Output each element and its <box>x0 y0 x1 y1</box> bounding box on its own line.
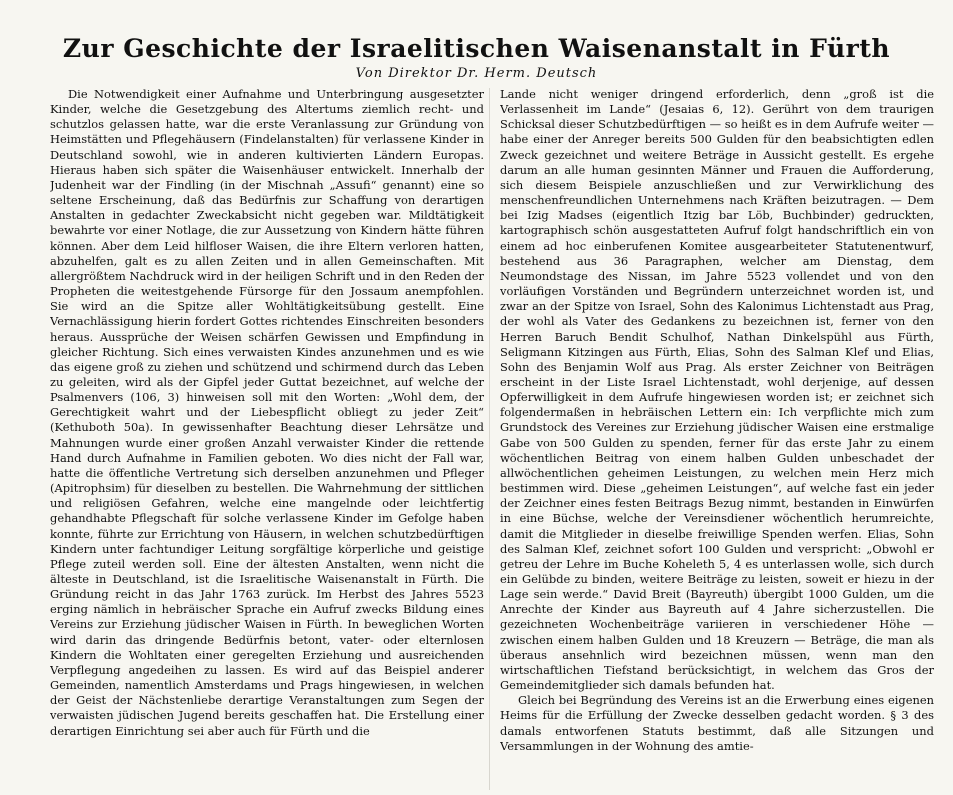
left-paragraph-1: Die Notwendigkeit einer Aufnahme und Unterbringung ausgesetzter Kinder, welche die Gesetzgebung des Altertums ziemlich recht- und schutzlos gelassen hatte, war die erste Veranlassung zur Gründung von Heimstätten und Pflegehäusern (Findelanstalten) für verlassene Kinder in Deutschland sowohl, wie in anderen kultivierten Ländern Europas. Hieraus haben sich später die Waisenhäuser entwickelt. Innerhalb der Judenheit war der Findling (in der Mischnah „Assufi“ genannt) eine so seltene Erscheinung, daß das Bedürfnis zur Schaffung von derartigen Anstalten in gedachter Zweckabsicht nicht gegeben war. Mildtätigkeit bewahrte vor einer Notlage, die zur Aussetzung von Kindern hätte führen können. Aber dem Leid hilfloser Waisen, die ihre Eltern verloren hatten, abzuhelfen, galt es zu allen Zeiten und in allen Gemeinschaften. Mit allergrößtem Nachdruck wird in der heiligen Schrift und in den Reden der Propheten die weitestgehende Fürsorge für den Jossaum anempfohlen. Sie wird an die Spitze aller Wohltätigkeitsübung gestellt. Eine Vernachlässigung hierin fordert Gottes richtendes Einschreiten besonders heraus. Aussprüche der Weisen schärfen Gewissen und Empfindung in gleicher Richtung. Sich eines verwaisten Kindes anzunehmen und es wie das eigene groß zu ziehen und schützend und schirmend durch das Leben zu geleiten, wird als der Gipfel jeder Guttat bezeichnet, auf welche der Psalmenvers (106, 3) hinweisen soll mit den Worten: „Wohl dem, der Gerechtigkeit wahrt und der Liebespflicht obliegt zu jeder Zeit“ (Kethuboth 50a). In gewissenhafter Beachtung dieser Lehrsätze und Mahnungen wurde einer großen Anzahl verwaister Kinder die rettende Hand durch Aufnahme in Familien geboten. Wo dies nicht der Fall war, hatte die öffentliche Vertretung sich derselben anzunehmen und Pfleger (Apitrophsim) für dieselben zu bestellen. Die Wahrnehmung der sittlichen und religiösen Gefahren, welche eine mangelnde oder leichtfertig gehandhabte Pflegschaft für solche verlassene Kinder im Gefolge haben konnte, führte zur Errichtung von Häusern, in welchen schutzbedürftigen Kindern unter fachtundiger Leitung sorgfältige körperliche und geistige Pflege zuteil werden soll. Eine der ältesten Anstalten, wenn nicht die älteste in Deutschland, ist die Israelitische Waisenanstalt in Fürth. Die Gründung reicht in das Jahr 1763 zurück. Im Herbst des Jahres 5523 erging nämlich in hebräischer Sprache ein Aufruf zwecks Bildung eines Vereins zur Erziehung jüdischer Waisen in Fürth. In beweglichen Worten wird darin das dringende Bedürfnis betont, vater- oder elternlosen Kindern die Wohltaten einer geregelten Erziehung und ausreichenden Verpflegung angedeihen zu lassen. Es wird auf das Beispiel anderer Gemeinden, namentlich Amsterdams und Prags hingewiesen, in welchen der Geist der Nächstenliebe derartige Veranstaltungen zum Segen der verwaisten jüdischen Jugend bereits geschaffen hat. Die Erstellung einer derartigen Einrichtung sei aber auch für Fürth und die <box>50 87 484 738</box>
article-title: Zur Geschichte der Israelitischen Waisenanstalt in Fürth <box>62 34 891 63</box>
right-column <box>500 87 934 792</box>
column-divider <box>489 88 490 790</box>
left-column <box>50 87 484 792</box>
right-paragraph-2: Gleich bei Begründung des Vereins ist an die Erwerbung eines eigenen Heims für die Erfüllung der Zwecke desselben gedacht worden. § 3 des damals entworfenen Statuts bestimmt, daß alle Sitzungen und Versammlungen in der Wohnung des amtie- <box>500 693 934 753</box>
right-paragraph-1: Lande nicht weniger dringend erforderlich, denn „groß ist die Verlassenheit im Lande“ (Jesaias 6, 12). Gerührt von dem traurigen Schicksal dieser Schutzbedürftigen — so heißt es in dem Aufrufe weiter — habe einer der Anreger bereits 500 Gulden für den beabsichtigten edlen Zweck gezeichnet und weitere Beträge in Aussicht gestellt. Es ergehe darum an alle human gesinnten Männer und Frauen die Aufforderung, sich diesem Beispiele anzuschließen und zur Verwirklichung des menschenfreundlichen Unternehmens nach Kräften beizutragen. — Dem bei Izig Madses (eigentlich Itzig bar Löb, Buchbinder) gedruckten, kartographisch schön ausgestatteten Aufruf folgt handschriftlich ein von einem ad hoc einberufenen Komitee ausgearbeiteter Statutenentwurf, bestehend aus 36 Paragraphen, welcher am Dienstag, dem Neumondstage des Nissan, im Jahre 5523 vollendet und von den vorläufigen Vorständen und Begründern unterzeichnet worden ist, und zwar an der Spitze von Israel, Sohn des Kalonimus Lichtenstadt aus Prag, der wohl als Vater des Gedankens zu bezeichnen ist, ferner von den Herren Baruch Bendit Schulhof, Nathan Dinkelspühl aus Fürth, Seligmann Kitzingen aus Fürth, Elias, Sohn des Salman Klef und Elias, Sohn des Benjamin Wolf aus Prag. Als erster Zeichner von Beiträgen erscheint in der Liste Israel Lichtenstadt, wohl derjenige, auf dessen Opferwilligkeit in dem Aufrufe hingewiesen worden ist; er zeichnet sich folgendermaßen in hebräischen Lettern ein: Ich verpflichte mich zum Grundstock des Vereines zur Erziehung jüdischer Waisen eine erstmalige Gabe von 500 Gulden zu spenden, ferner für das erste Jahr zu einem wöchentlichen Beitrag von einem halben Gulden unbeschadet der allwöchentlichen geheimen Leistungen, zu welchen mein Herz mich bestimmen wird. Diese „geheimen Leistungen“, auf welche fast ein jeder der Zeichner eines festen Beitrags Bezug nimmt, bestanden in Einwürfen in eine Büchse, welche der Vereinsdiener wöchentlich herumreichte, damit die Mitglieder in dieselbe freiwillige Spenden werfen. Elias, Sohn des Salman Klef, zeichnet sofort 100 Gulden und verspricht: „Obwohl er getreu der Lehre im Buche Koheleth 5, 4 es unterlassen wolle, sich durch ein Gelübde zu binden, weitere Beiträge zu leisten, soweit er hiezu in der Lage sein werde.“ David Breit (Bayreuth) übergibt 1000 Gulden, um die Anrechte der Kinder aus Bayreuth auf 4 Jahre sicherzustellen. Die gezeichneten Wochenbeiträge variieren in verschiedener Höhe — zwischen einem halben Gulden und 18 Kreuzern — Beträge, die man als überaus ansehnlich wird bezeichnen müssen, wenn man den wirtschaftlichen Tiefstand berücksichtigt, in welchem das Gros der Gemeindemitglieder sich damals befunden hat. <box>500 87 934 693</box>
article-byline: Von Direktor Dr. Herm. Deutsch <box>355 66 598 81</box>
